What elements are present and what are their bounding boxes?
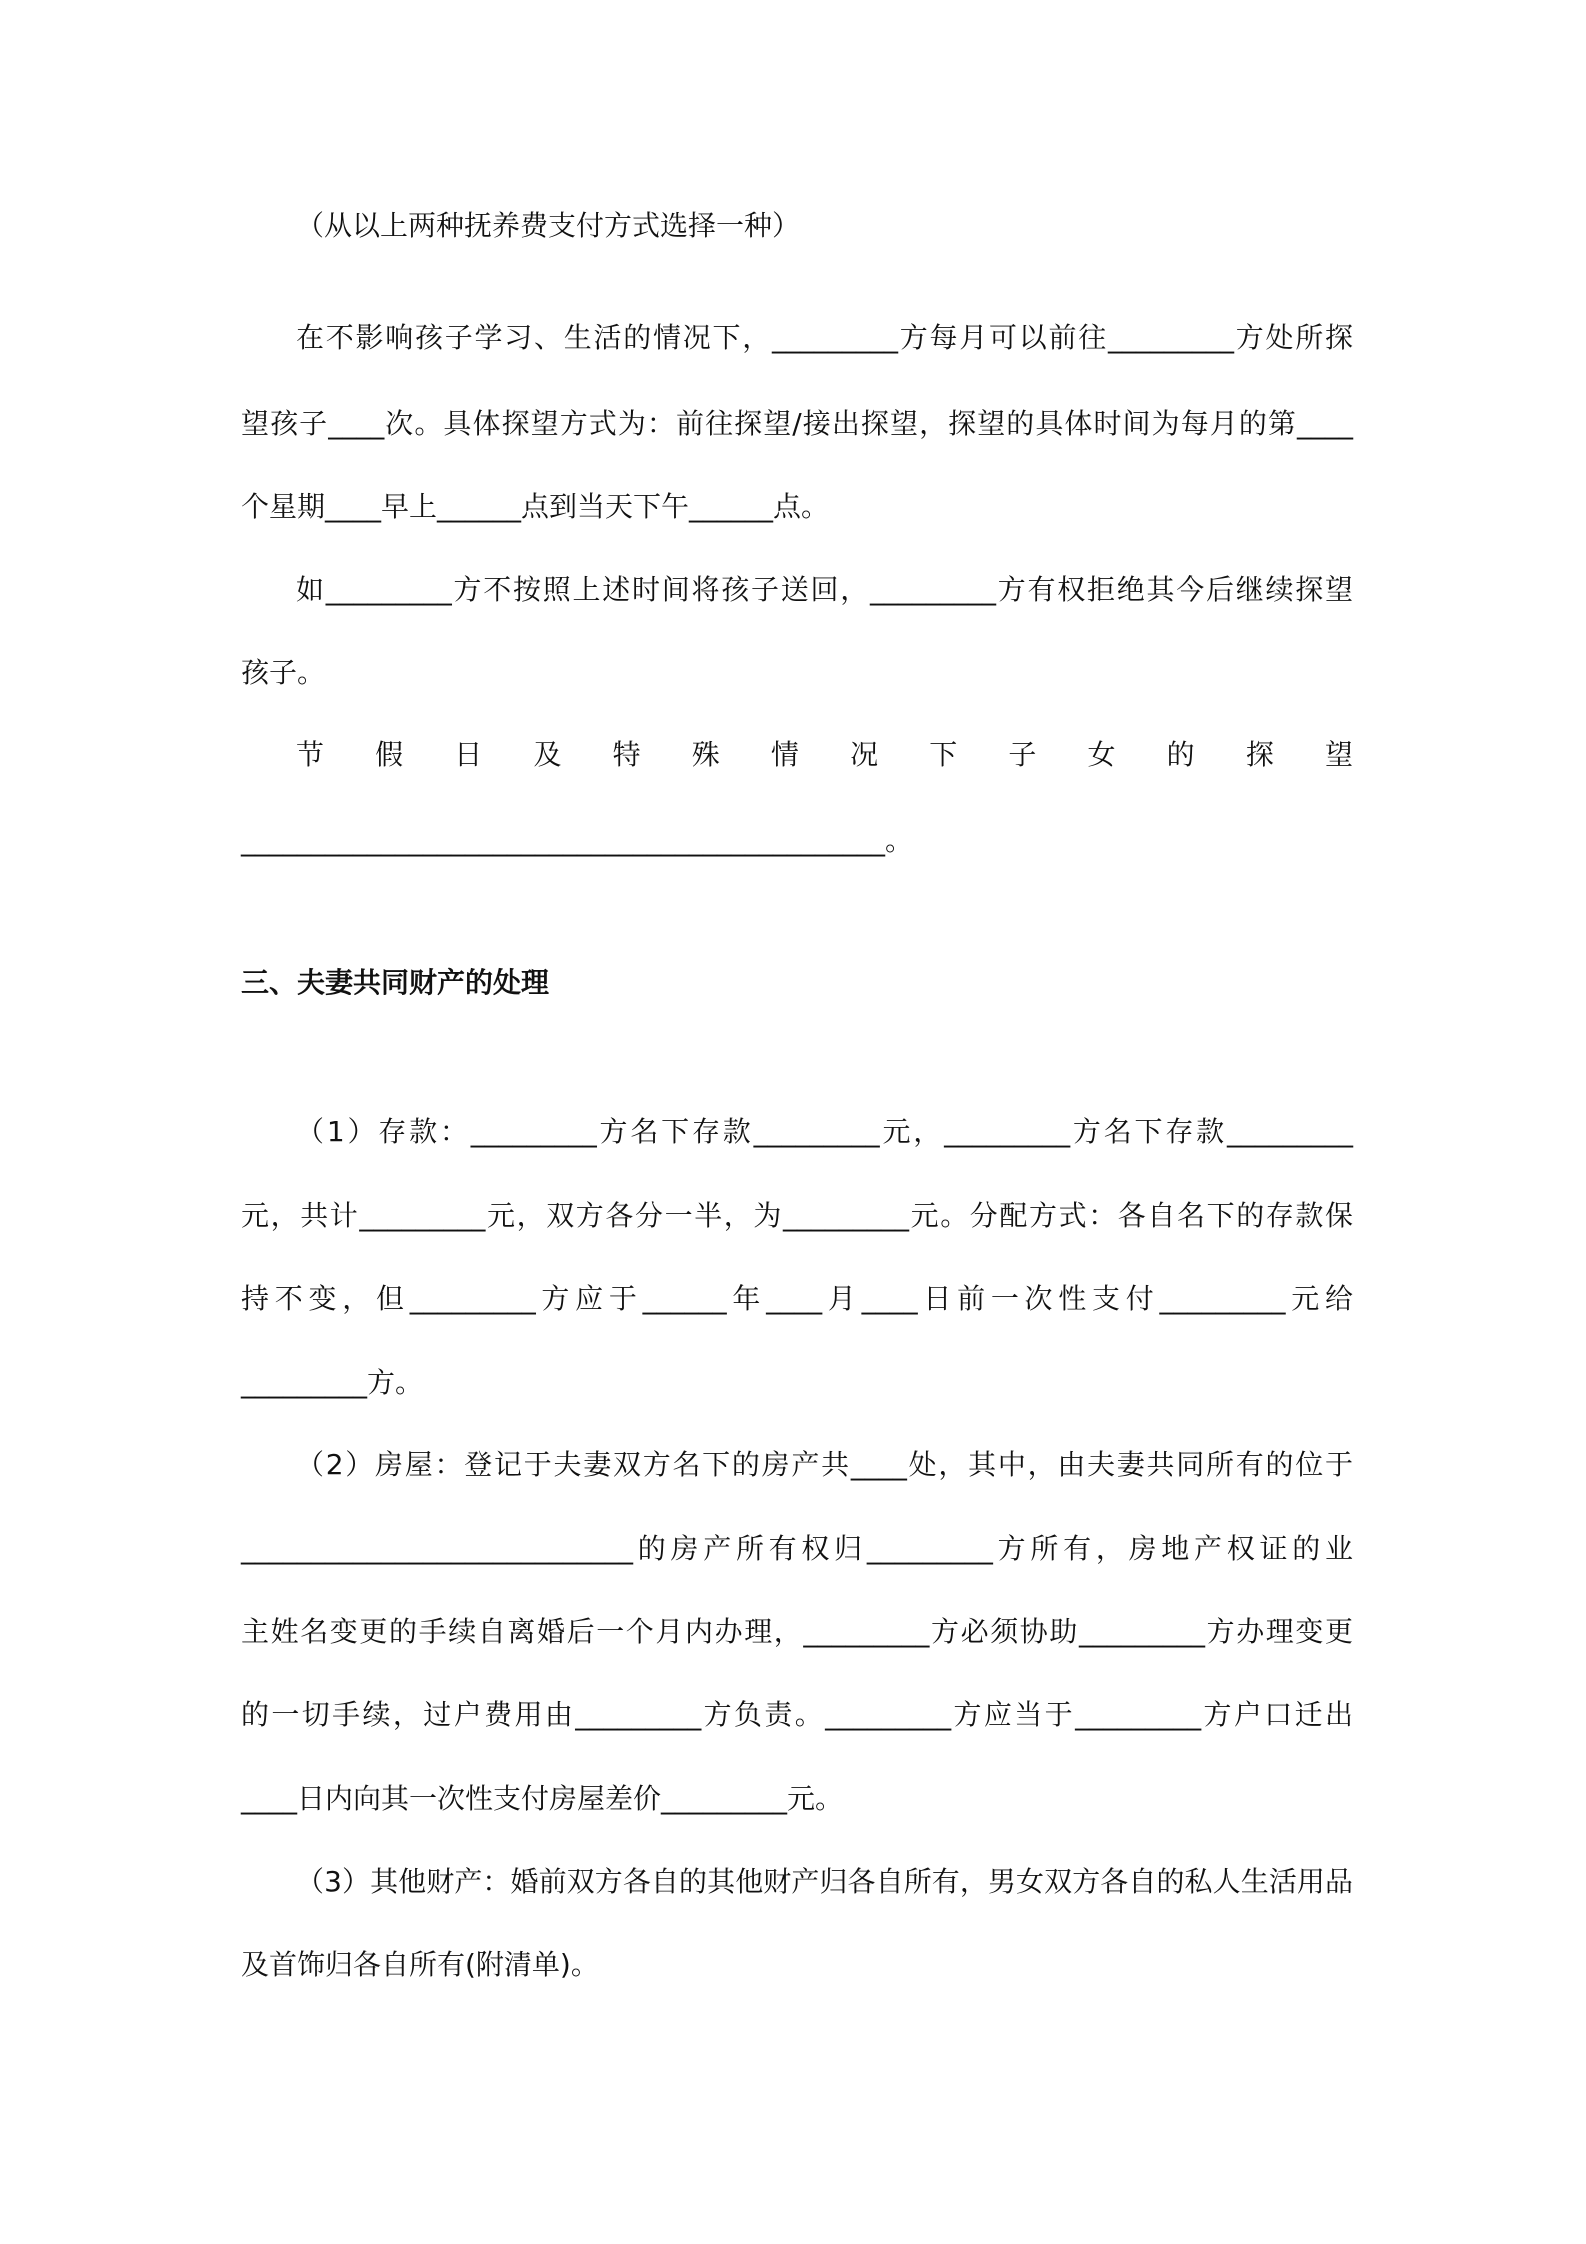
house-paragraph-line-4: 的一切手续，过户费用由_________方负责。_________方应当于_________方户口迁出 bbox=[241, 1698, 1353, 1731]
house-paragraph-line-2: ____________________________的房产所有权归_________方所有，房地产权证的业 bbox=[241, 1532, 1353, 1565]
holiday-paragraph-line-1: 节 假 日 及 特 殊 情 况 下 子 女 的 探 望 bbox=[296, 738, 1353, 771]
deposit-paragraph-line-4: _________方。 bbox=[241, 1366, 424, 1399]
holiday-paragraph-line-2: ______________________________________________。 bbox=[241, 824, 914, 857]
deposit-paragraph-line-1: （1）存款：_________方名下存款_________元，_________方名下存款_________ bbox=[296, 1115, 1353, 1148]
deposit-paragraph-line-3: 持不变，但_________方应于______年____月____日前一次性支付_________元给 bbox=[241, 1282, 1353, 1315]
deposit-paragraph-line-2: 元，共计_________元，双方各分一半，为_________元。分配方式：各自名下的存款保 bbox=[241, 1199, 1353, 1232]
house-paragraph-line-1: （2）房屋：登记于夫妻双方名下的房产共____处，其中，由夫妻共同所有的位于 bbox=[296, 1448, 1353, 1481]
return-paragraph-line-2: 孩子。 bbox=[241, 656, 326, 689]
visit-paragraph-line-3: 个星期____早上______点到当天下午______点。 bbox=[241, 490, 830, 523]
visit-paragraph-line-2: 望孩子____次。具体探望方式为：前往探望/接出探望，探望的具体时间为每月的第____ bbox=[241, 407, 1353, 440]
return-paragraph-line-1: 如_________方不按照上述时间将孩子送回，_________方有权拒绝其今后继续探望 bbox=[296, 573, 1353, 606]
section-3-heading: 三、夫妻共同财产的处理 bbox=[241, 966, 550, 999]
payment-choice-note: （从以上两种抚养费支付方式选择一种） bbox=[296, 209, 801, 242]
visit-paragraph-line-1: 在不影响孩子学习、生活的情况下，_________方每月可以前往_________方处所探 bbox=[296, 321, 1353, 354]
house-paragraph-line-3: 主姓名变更的手续自离婚后一个月内办理，_________方必须协助_________方办理变更 bbox=[241, 1615, 1353, 1648]
other-property-paragraph-line-1: （3）其他财产：婚前双方各自的其他财产归各自所有，男女双方各自的私人生活用品 bbox=[296, 1865, 1353, 1898]
other-property-paragraph-line-2: 及首饰归各自所有(附清单)。 bbox=[241, 1948, 599, 1981]
house-paragraph-line-5: ____日内向其一次性支付房屋差价_________元。 bbox=[241, 1782, 844, 1815]
